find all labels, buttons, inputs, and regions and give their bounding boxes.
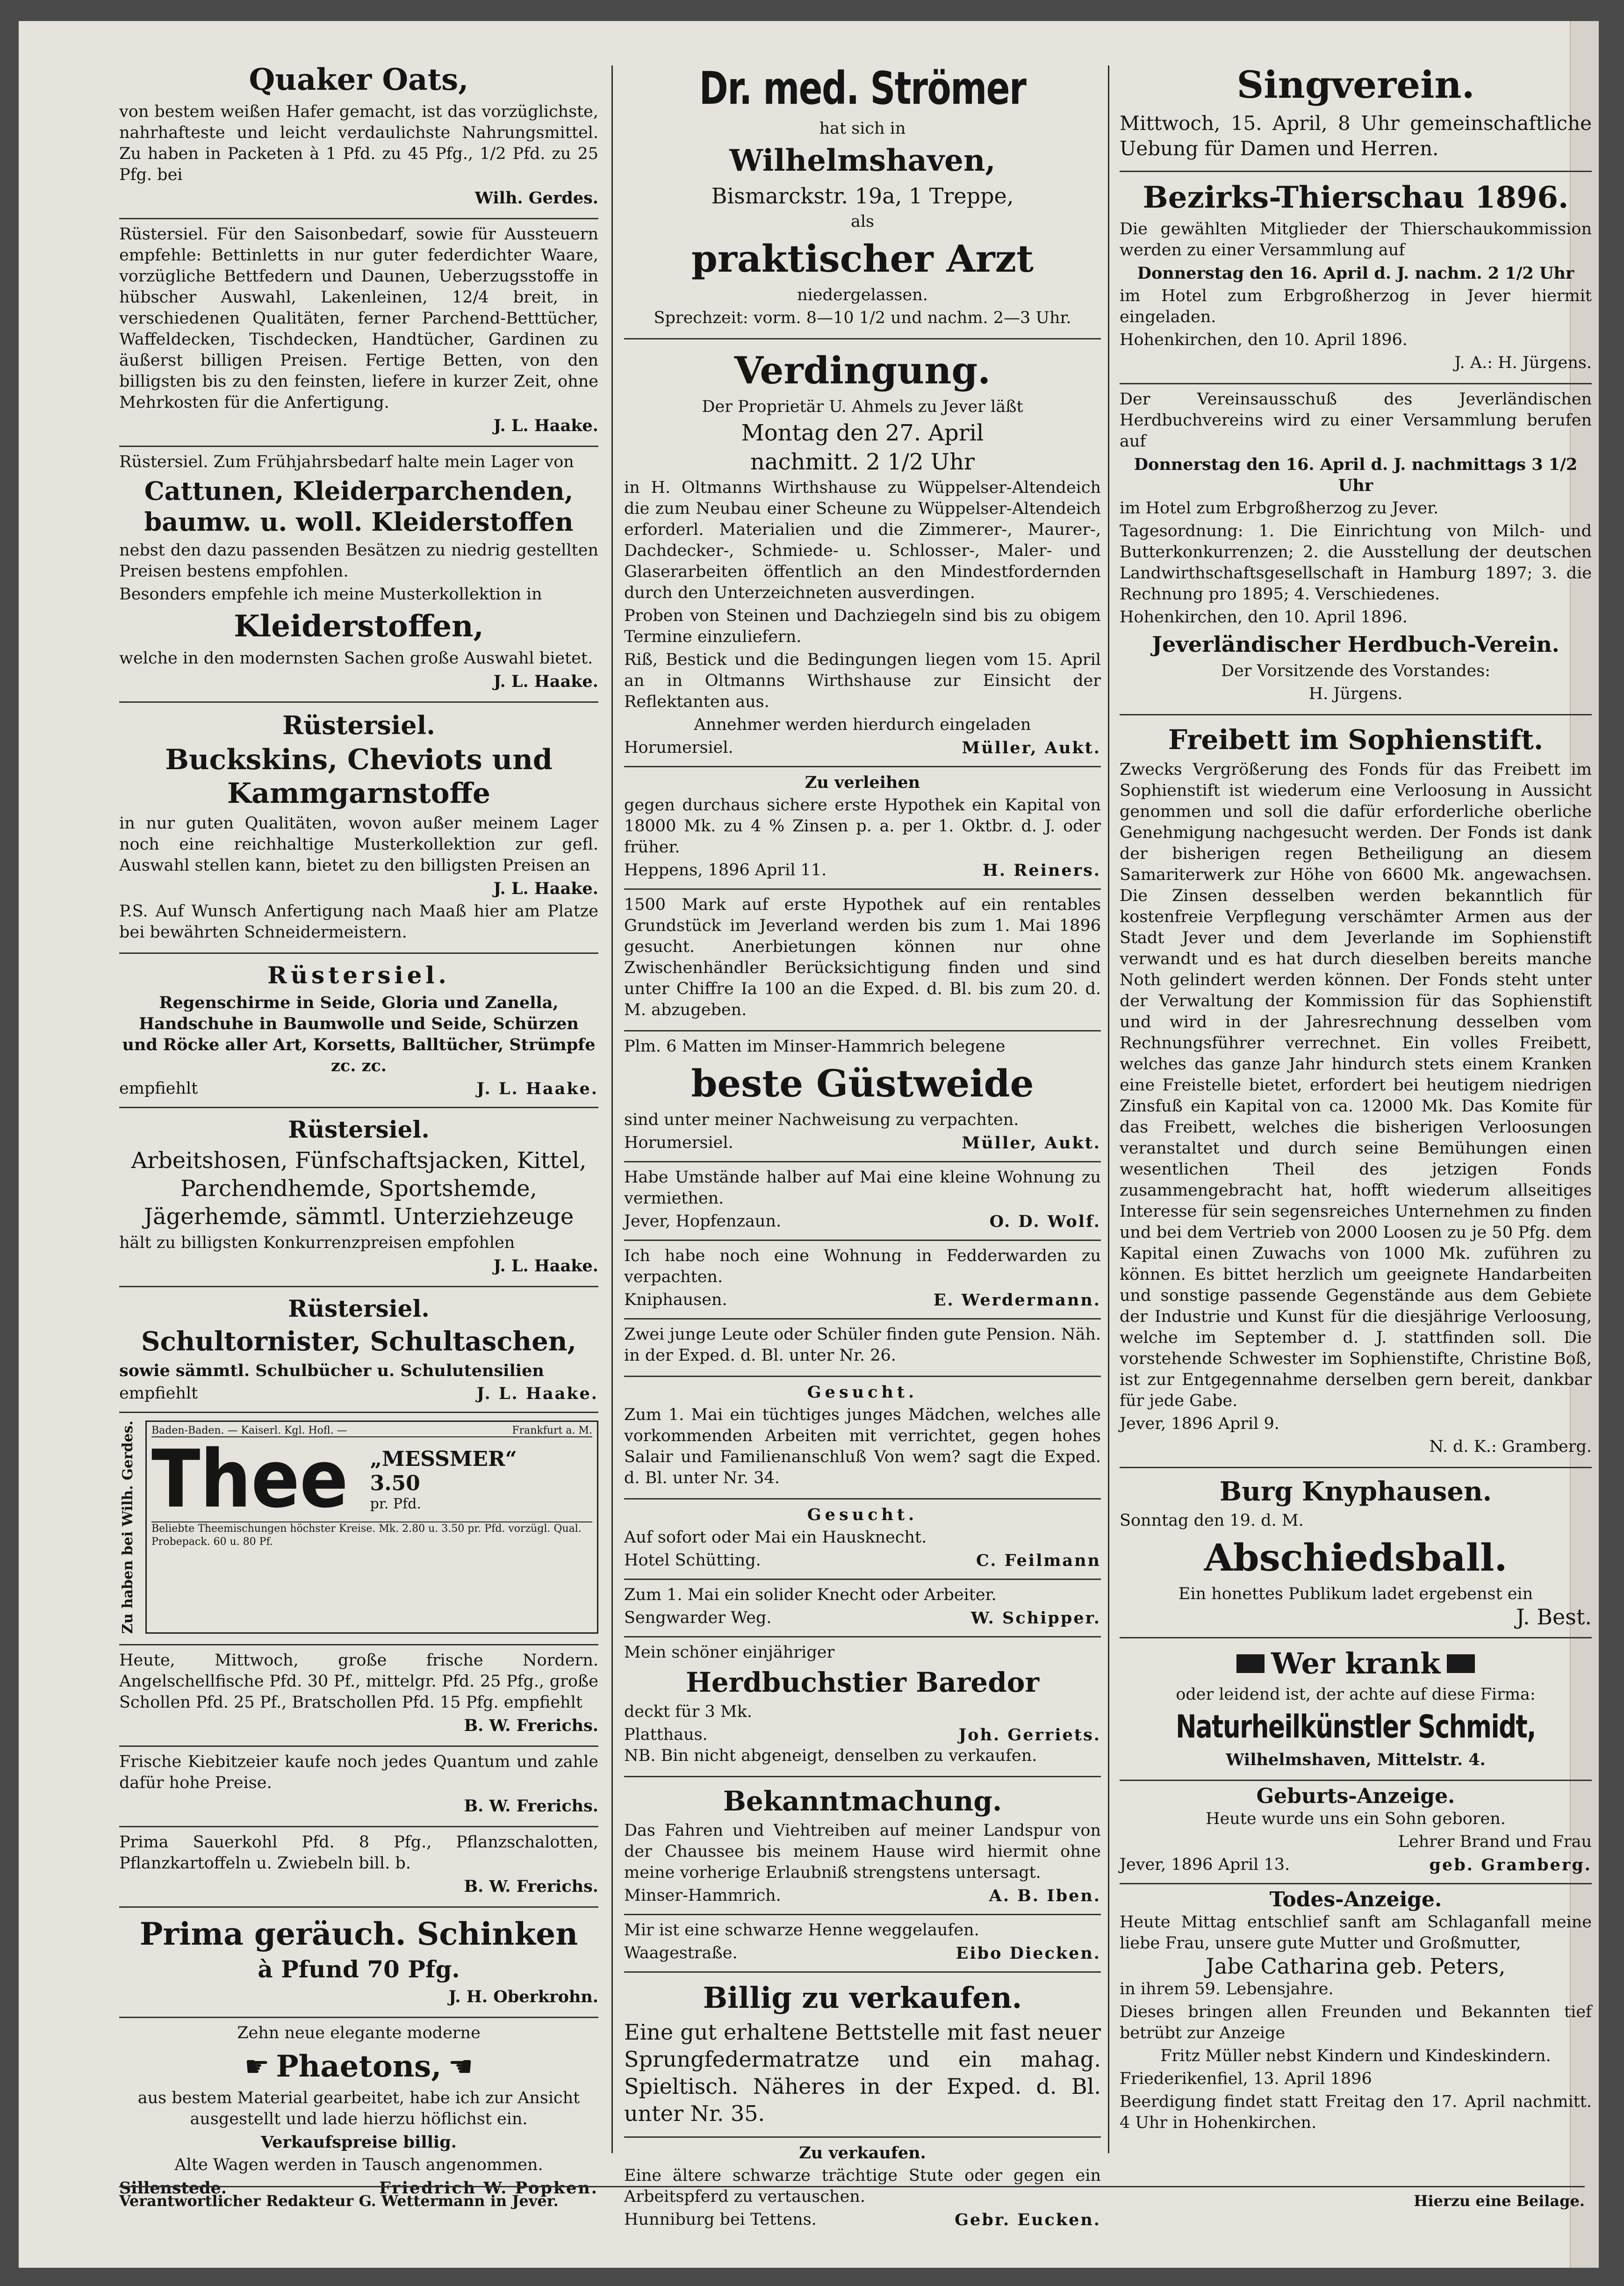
ad-text: Zwei junge Leute oder Schüler finden gute Pension. Näh. in der Exped. d. Bl. unter Nr. 26. [624, 1325, 1101, 1365]
ad-place: Heppens, 1896 April 11. [624, 861, 827, 880]
ad-herdbuchstier [624, 1637, 1101, 1777]
ad-signature: B. W. Frerichs. [464, 1716, 598, 1736]
ad-text: aus bestem Material gearbeitet, habe ich zur Ansicht ausgestellt und lade hierzu höflichst ein. [137, 2089, 580, 2129]
ad-title: Bekanntmachung. [723, 1785, 1002, 1817]
page-footer [119, 2186, 1585, 2210]
ad-place: Jever, 1896 April 9. [1120, 1414, 1279, 1433]
ad-title: Verdingung. [734, 348, 991, 392]
ad-signature: Müller, Aukt. [962, 738, 1101, 757]
ad-geburt [1120, 1781, 1592, 1884]
ad-place: Rüstersiel. [288, 1295, 430, 1322]
ad-text: Zum 1. Mai ein tüchtiges junges Mädchen, welches alle vorkommenden Arbeiten mit verrichtet, gegen hohes Salair und Familienanschluß Von wem? sagt die Exped. d. Bl. unter Nr. 34. [624, 1406, 1101, 1487]
ad-signature: Wilh. Gerdes. [474, 188, 598, 208]
ad-text: deckt für 3 Mk. [624, 1702, 753, 1721]
ad-schipper [624, 1580, 1101, 1637]
ad-date: Donnerstag den 16. April d. J. nachm. 2 1/2 Uhr [1137, 264, 1574, 283]
ad-signature: W. Schipper. [970, 1608, 1101, 1628]
ad-title: Burg Knyphausen. [1219, 1476, 1492, 1507]
ad-schinken [119, 1908, 598, 2018]
ad-place: Friederikenfiel, 13. April 1896 [1120, 2070, 1372, 2088]
ad-text: Auf sofort oder Mai ein Hausknecht. [624, 1528, 927, 1547]
ad-city: Wilhelmshaven, [729, 143, 996, 178]
ad-place: Sengwarder Weg. [624, 1608, 772, 1627]
ad-text: Prima Sauerkohl Pfd. 8 Pfg., Pflanzschalotten, Pflanzkartoffeln u. Zwiebeln bill. b. [119, 1833, 598, 1873]
ad-messmer-tea [119, 1413, 598, 1645]
ad-place: Minser-Hammrich. [624, 1886, 781, 1905]
ad-title: Freibett im Sophienstift. [1168, 724, 1544, 756]
ad-pension [624, 1320, 1101, 1377]
ad-text: Ich habe noch eine Wohnung in Fedderwarden zu verpachten. [624, 1247, 1101, 1286]
ad-text: Der Proprietär U. Ahmels zu Jever läßt [702, 397, 1023, 416]
ad-title: Schultornister, Schultaschen, [141, 1326, 576, 1357]
tea-logo-word: Thee [151, 1433, 348, 1526]
ad-title: Geburts-Anzeige. [1256, 1784, 1455, 1808]
pointing-hand-left-icon: ☚ [448, 2050, 474, 2084]
ad-text: Beerdigung findet statt Freitag den 17. April nachmitt. 4 Uhr in Hohenkirchen. [1120, 2092, 1592, 2132]
ad-gesucht-maedchen [624, 1377, 1101, 1500]
ad-text: hat sich in [819, 119, 906, 138]
ad-signature: C. Feilmann [976, 1551, 1101, 1570]
ad-title: Billig zu verkaufen. [703, 1981, 1022, 2015]
ad-text: von bestem weißen Hafer gemacht, ist das vorzüglichste, nahrhafteste und leicht verdaulichste Nahrungsmittel. Zu haben in Packeten à 1 Pfd. zu 45 Pfg., 1/2 Pfd. zu 25 Pfg. bei [119, 102, 598, 184]
ad-title: Gesucht. [807, 1505, 918, 1524]
ad-text: Zum 1. Mai ein solider Knecht oder Arbeiter. [624, 1586, 997, 1604]
ad-signature: Gebr. Eucken. [955, 2210, 1101, 2229]
tea-unit: pr. Pfd. [370, 1495, 421, 1512]
ad-text: welche in den modernsten Sachen große Auswahl bietet. [119, 649, 593, 668]
ad-naturheilkuenstler [1120, 1638, 1592, 1781]
tea-top-left: Baden-Baden. — Kaiserl. Kgl. Hofl. — [151, 1425, 347, 1436]
footer-note: Hierzu eine Beilage. [1414, 2192, 1585, 2210]
ad-intro: Plm. 6 Matten im Minser-Hammrich belegene [624, 1037, 1006, 1056]
ad-signature: B. W. Frerichs. [464, 1877, 598, 1897]
ad-signature: J. L. Haake. [493, 416, 598, 435]
ad-title: Todes-Anzeige. [1269, 1888, 1442, 1911]
ad-text: Frische Kiebitzeier kaufe noch jedes Quantum und zahle dafür hohe Preise. [119, 1752, 598, 1793]
ad-lead: empfiehlt [119, 1079, 198, 1098]
newspaper-page [19, 21, 1599, 2268]
ad-signature: Eibo Diecken. [956, 1944, 1101, 1963]
ad-text: Eine gut erhaltene Bettstelle mit fast neuer Sprungfedermatratze und ein mahag. Spieltisch. Näheres in der Exped. d. Bl. unter Nr. 35. [624, 2019, 1101, 2126]
ad-haake-schirme [119, 954, 598, 1108]
ad-text: Heute Mittag entschlief sanft am Schlaganfall meine liebe Frau, unsere gute Mutter und Großmutter, [1120, 1913, 1592, 1953]
ad-text: sowie sämmtl. Schulbücher u. Schulutensilien [119, 1361, 544, 1380]
ad-text: 1500 Mark auf erste Hypothek auf ein rentables Grundstück im Jeverland werden bis zum 1. Mai 1896 gesucht. Anerbietungen können nur ohne Zwischenhändler Berücksichtigung finden und sind unter Chiffre Ia 100 an die Exped. d. Bl. bis zum 20. d. M. abzugeben. [624, 895, 1101, 1019]
ad-text: Ein honettes Publikum ladet ergebenst ein [1178, 1585, 1533, 1603]
column-2 [624, 54, 1101, 2229]
ad-title: Jeverländischer Herdbuch-Verein. [1152, 632, 1559, 657]
ad-postscript: P.S. Auf Wunsch Anfertigung nach Maaß hier am Platze bei bewährten Schneidermeistern. [119, 902, 598, 942]
ad-text: oder leidend ist, der achte auf diese Firma: [1176, 1685, 1536, 1704]
ad-wolf [624, 1162, 1101, 1241]
ad-signature: J. Best. [1516, 1604, 1592, 1630]
ad-time: nachmitt. 2 1/2 Uhr [750, 449, 975, 475]
ad-price: à Pfund 70 Pfg. [258, 1955, 460, 1983]
ad-address: Wilhelmshaven, Mittelstr. 4. [1226, 1750, 1486, 1769]
ad-text: niedergelassen. [797, 286, 928, 304]
ad-text: Dieses bringen allen Freunden und Bekannten tief betrübt zur Anzeige [1120, 2003, 1592, 2042]
ad-text: Mittwoch, 15. April, 8 Uhr gemeinschaftliche Uebung für Damen und Herren. [1120, 112, 1592, 160]
ad-hypothek [624, 890, 1101, 1031]
ad-verleihen [624, 767, 1101, 890]
ad-text: als [850, 212, 875, 231]
ad-haake-schultaschen [119, 1287, 598, 1413]
ad-text: im Hotel zum Erbgroßherzog zu Jever. [1120, 499, 1439, 518]
ad-name: Jabe Catharina geb. Peters, [1206, 1954, 1506, 1979]
ad-title: Kleiderstoffen, [234, 609, 484, 644]
ad-henne [624, 1915, 1101, 1973]
ad-text: Rüstersiel. Für den Saisonbedarf, sowie für Aussteuern empfehle: Bettinletts in nur guter federdichter Waare, vorzügliche Bettfedern und Daunen, Ueberzugsstoffe in hübscher Auswahl, Lakenleinen, 12/4 breit, in verschiedenen Qualitäten, ferner Parchend-Betttücher, Waffeldecken, Tischdecken, Handtücher, Gardinen zu äußerst billigen Preisen. Fertige Betten, von den billigsten bis zu den feinsten, liefere in kurzer Zeit, ohne Mehrkosten für die Anfertigung. [119, 225, 598, 412]
ad-date: Donnerstag den 16. April d. J. nachmittags 3 1/2 Uhr [1134, 455, 1578, 495]
footer-editor: Verantwortlicher Redakteur G. Wettermann in Jever. [119, 2192, 559, 2210]
ad-place: Rüstersiel. [288, 1116, 430, 1143]
ad-stroemer [624, 54, 1101, 339]
pointing-hand-right-icon: ☛ [244, 2050, 270, 2084]
tea-side-text: Zu haben bei Wilh. Gerdes. [120, 1421, 136, 1634]
ad-place: Platthaus. [624, 1725, 708, 1744]
ad-text: Tagesordnung: 1. Die Einrichtung von Milch- und Butterkonkurrenzen; 2. die Ausstellung der deutschen Landwirthschaftsgesellschaft in Hamburg 1897; 3. die Rechnung pro 1895; 4. Verschiedenes. [1120, 522, 1592, 604]
ad-address: Bismarckstr. 19a, 1 Treppe, [711, 183, 1014, 209]
ad-text: Riß, Bestick und die Bedingungen liegen vom 15. April an in Oltmanns Wirthshause zur Einsicht der Reflektanten aus. [624, 650, 1101, 711]
ad-title: Abschiedsball. [1204, 1536, 1508, 1579]
ad-date: Sonntag den 19. d. M. [1120, 1511, 1304, 1530]
ad-text: Arbeitshosen, Fünfschaftsjacken, Kittel, Parchendhemde, Sportshemde, Jägerhemde, sämmtl. Unterziehzeuge [131, 1147, 587, 1230]
ad-place: Hohenkirchen, den 10. April 1896. [1120, 608, 1408, 627]
ad-text: in H. Oltmanns Wirthshause zu Wüppelser-Altendeich die zum Neubau einer Scheune zu Wüppelser-Altendeich erforderl. Materialien und die Zimmerer-, Maurer-, Dachdecker-, Schmiede- u. Schlosser-, Maler- und Glaserarbeiten öffentlich an den Mindestfordernden durch den Unterzeichneten ausverdingen. [624, 478, 1101, 602]
tea-price: 3.50 [370, 1471, 420, 1495]
ad-text: gegen durchaus sichere erste Hypothek ein Kapital von 18000 Mk. zu 4 % Zinsen p. a. per 1. Oktbr. d. J. oder früher. [624, 796, 1101, 857]
ad-signature: N. d. K.: Gramberg. [1429, 1437, 1592, 1456]
ad-text: in ihrem 59. Lebensjahre. [1120, 1980, 1334, 1998]
ad-haake-betten [119, 219, 598, 447]
ad-place: Horumersiel. [624, 1133, 733, 1152]
ad-text: Alte Wagen werden in Tausch angenommen. [174, 2156, 543, 2175]
ad-text: Heute wurde uns ein Sohn geboren. [1206, 1810, 1506, 1828]
ad-place: Hotel Schütting. [624, 1551, 761, 1570]
column-3 [1120, 54, 1592, 2160]
ad-title: Quaker Oats, [249, 62, 469, 97]
ad-title: Cattunen, Kleiderparchenden, baumw. u. woll. Kleiderstoffen [144, 476, 574, 537]
ad-title: Dr. med. Strömer [699, 62, 1026, 115]
ad-text: Mir ist eine schwarze Henne weggelaufen. [624, 1921, 979, 1940]
ad-freibett [1120, 715, 1592, 1468]
ad-hours: Sprechzeit: vorm. 8—10 1/2 und nachm. 2—3 Uhr. [654, 309, 1071, 327]
ad-haake-kleiderstoffe [119, 447, 598, 703]
ad-place: Jever, Hopfenzaun. [624, 1212, 782, 1231]
ad-title: Gesucht. [807, 1383, 918, 1402]
ad-verdingung [624, 339, 1101, 767]
ad-lead: empfiehlt [119, 1384, 198, 1403]
ad-signature: H. Reiners. [982, 861, 1101, 880]
ad-signature: J. L. Haake. [493, 672, 598, 691]
ad-frerichs-sauerkohl [119, 1827, 598, 1908]
ad-signature: J. L. Haake. [493, 879, 598, 898]
ad-place: Horumersiel. [624, 738, 733, 757]
ad-text: Eine ältere schwarze trächtige Stute oder gegen ein Arbeitspferd zu vertauschen. [624, 2166, 1101, 2206]
ad-text: Regenschirme in Seide, Gloria und Zanella, Handschuhe in Baumwolle und Seide, Schürzen und Röcke aller Art, Korsetts, Balltücher, Strümpfe zc. zc. [122, 993, 596, 1075]
black-bar-icon [1447, 1654, 1475, 1673]
ad-place: Rüstersiel. [282, 710, 435, 740]
ad-weide [624, 1031, 1101, 1162]
ad-signature: Lehrer Brand und Frau [1398, 1832, 1592, 1851]
ad-text: Annehmer werden hierdurch eingeladen [694, 715, 1031, 734]
ad-title: praktischer Arzt [691, 237, 1034, 281]
ad-bekanntmachung [624, 1777, 1101, 1915]
ad-text: Heute, Mittwoch, große frische Nordern. Angelschellfische Pfd. 30 Pf., mittelgr. Pfd. 25 Pfg., große Schollen Pfd. 25 Pf., Bratschollen Pfd. 15 Pfg. empfiehlt [119, 1651, 598, 1712]
ad-herdbuchverein [1120, 384, 1592, 715]
ad-text: nebst den dazu passenden Besätzen zu niedrig gestellten Preisen bestens empfohlen. [119, 541, 598, 581]
ad-place: Sillenstede. [119, 2178, 227, 2198]
ad-gesucht-hausknecht [624, 1500, 1101, 1580]
ad-signature: H. Jürgens. [1308, 685, 1403, 703]
ad-signature: Joh. Gerriets. [958, 1725, 1101, 1745]
ad-todes [1120, 1884, 1592, 2143]
ad-signature: J. L. Haake. [476, 1384, 598, 1403]
ad-text: Das Fahren und Viehtreiben auf meiner Landspur von der Chaussee bis meinem Hause wird hiermit ohne meine vorherige Erlaubniß strengstens untersagt. [624, 1821, 1101, 1882]
black-bar-icon [1236, 1654, 1265, 1673]
ad-signature: Fritz Müller nebst Kindern und Kindeskindern. [1160, 2047, 1551, 2065]
ad-phaetons [119, 2018, 598, 2206]
ad-place: Waagestraße. [624, 1944, 738, 1962]
ad-place: Rüstersiel. [267, 961, 450, 989]
ad-werdermann [624, 1241, 1101, 1320]
ad-title: Bezirks-Thierschau 1896. [1143, 180, 1569, 215]
ad-title: Herdbuchstier Baredor [685, 1666, 1039, 1698]
ad-signature: J. H. Oberkrohn. [448, 1987, 598, 2007]
ad-title: Wer krank [1271, 1646, 1441, 1680]
ad-note: NB. Bin nicht abgeneigt, denselben zu verkaufen. [624, 1746, 1037, 1765]
ad-intro: Mein schöner einjähriger [624, 1643, 835, 1662]
ad-title: Zu verkaufen. [799, 2143, 926, 2163]
ad-sub: Verkaufspreise billig. [261, 2133, 457, 2152]
ad-signature: E. Werdermann. [933, 1291, 1101, 1310]
ad-text: sind unter meiner Nachweisung zu verpachten. [624, 1111, 1019, 1129]
ad-thierschau [1120, 172, 1592, 384]
ad-knyphausen [1120, 1468, 1592, 1638]
ad-signature: O. D. Wolf. [989, 1212, 1101, 1231]
ad-text: Proben von Steinen und Dachziegeln sind bis zu obigem Termine einzuliefern. [624, 606, 1101, 646]
ad-place: Jever, 1896 April 13. [1120, 1855, 1290, 1874]
ad-intro: Rüstersiel. Zum Frühjahrsbedarf halte mein Lager von [119, 453, 574, 471]
ad-signature: J. L. Haake. [493, 1256, 598, 1276]
tea-top-right: Frankfurt a. M. [512, 1425, 592, 1436]
ad-date: Montag den 27. April [741, 420, 984, 446]
ad-billig-verkaufen [624, 1973, 1101, 2138]
ad-frerichs-fische [119, 1645, 598, 1747]
ad-text: hält zu billigsten Konkurrenzpreisen empfohlen [119, 1233, 515, 1252]
ad-signature: A. B. Iben. [989, 1886, 1101, 1905]
tea-frame [145, 1421, 598, 1634]
ad-place: Kniphausen. [624, 1291, 727, 1309]
ad-sub: Der Vorsitzende des Vorstandes: [1221, 662, 1491, 680]
ad-signature: B. W. Frerichs. [464, 1796, 598, 1816]
column-rule [611, 65, 613, 2153]
ad-place: Hunniburg bei Tettens. [624, 2210, 817, 2229]
ad-name: Naturheilkünstler Schmidt, [1176, 1709, 1536, 1745]
ad-title: Singverein. [1236, 63, 1475, 107]
ad-place: Hohenkirchen, den 10. April 1896. [1120, 331, 1408, 349]
ad-text: Zwecks Vergrößerung des Fonds für das Freibett im Sophienstift ist wiederum eine Verloosung in Aussicht genommen und soll die dafür erforderliche oberliche Genehmigung nachgesucht werden. Der Fonds ist dank der bisherigen regen Betheiligung an diesem Samariterwerk zur Höhe von 6600 Mk. angewachsen. Die Zinsen desselben werden bekanntlich für kostenfreie Verpflegung verschämter Armen aus der Stadt Jever und dem Jeverlande im Sophienstift verwandt und es hat durch dieselben bereits manche Noth gelindert werden können. Der Fonds steht unter der Verwaltung der Kommission für das Sophienstift und wird in der Jahresrechnung desselben vom Rechnungsführer verrechnet. Ein volles Freibett, welches das ganze Jahr hindurch stets einem Kranken eine Freistelle bietet, erfordert bei heutigem niedrigen Zinsfuß ein Kapital von ca. 12000 Mk. Das Komite für das Freibett, welches die bisherigen Verloosungen veranstaltet und durch seine Bemühungen einen wesentlichen Theil des jetzigen Fonds zusammengebracht hat, hofft wiederum allseitiges Interesse für sein segensreiches Unternehmen zu finden und bei dem Vertrieb von 2000 Loosen zu je 50 Pfg. dem Kapital einen Zuwachs von 1000 Mk. zuführen zu können. Es bittet herzlich um geeignete Handarbeiten und sonstige passende Gegenstände aus dem Gebiete der Industrie und Kunst für die diesjährige Verloosung, welche im September d. J. stattfinden soll. Die vorstehende Schwester im Sophienstifte, Christine Boß, ist zur Entgegennahme derselben gern bereit, dankbar für jede Gabe. [1120, 760, 1592, 1410]
ad-title: Prima geräuch. Schinken [139, 1916, 578, 1953]
ad-title: beste Güstweide [691, 1061, 1034, 1105]
ad-signature: J. L. Haake. [476, 1079, 598, 1098]
column-1 [119, 54, 598, 2198]
ad-intro: Zehn neue elegante moderne [237, 2024, 481, 2043]
ad-signature: J. A.: H. Jürgens. [1454, 353, 1592, 372]
tea-bottom: Beliebte Theemischungen höchster Kreise. Mk. 2.80 u. 3.50 pr. Pfd. vorzügl. Qual. Probepack. 60 u. 80 Pf. [151, 1522, 592, 1549]
ad-haake-buckskins [119, 703, 598, 954]
ad-text: Der Vereinsausschuß des Jeverländischen Herdbuchvereins wird zu einer Versammlung berufen auf [1120, 390, 1592, 451]
ad-title: Phaetons, [276, 2049, 442, 2084]
ad-text: Habe Umstände halber auf Mai eine kleine Wohnung zu vermiethen. [624, 1168, 1101, 1208]
ad-signature: Müller, Aukt. [962, 1133, 1101, 1153]
ad-singverein [1120, 54, 1592, 172]
ad-title: Zu verleihen [805, 773, 920, 792]
ad-signature: Friedrich W. Popken. [379, 2178, 598, 2198]
ad-title: Buckskins, Cheviots und Kammgarnstoffe [165, 743, 553, 810]
ad-haake-arbeitshosen [119, 1108, 598, 1287]
ad-signature: geb. Gramberg. [1429, 1855, 1592, 1875]
ad-text: im Hotel zum Erbgroßherzog in Jever hiermit eingeladen. [1120, 287, 1592, 326]
ad-text: Die gewählten Mitglieder der Thierschaukommission werden zu einer Versammlung auf [1120, 220, 1592, 260]
tea-brand: „MESSMER“ [370, 1447, 517, 1471]
column-rule [1108, 65, 1109, 2153]
ad-text: Besonders empfehle ich meine Musterkollektion in [119, 585, 542, 604]
ad-frerichs-kiebitzeier [119, 1747, 598, 1827]
ad-text: in nur guten Qualitäten, wovon außer meinem Lager noch eine reichhaltige Musterkollektion zur gefl. Auswahl stellen kann, bietet zu den billigsten Preisen an [119, 814, 598, 875]
ad-quaker-oats [119, 54, 598, 219]
